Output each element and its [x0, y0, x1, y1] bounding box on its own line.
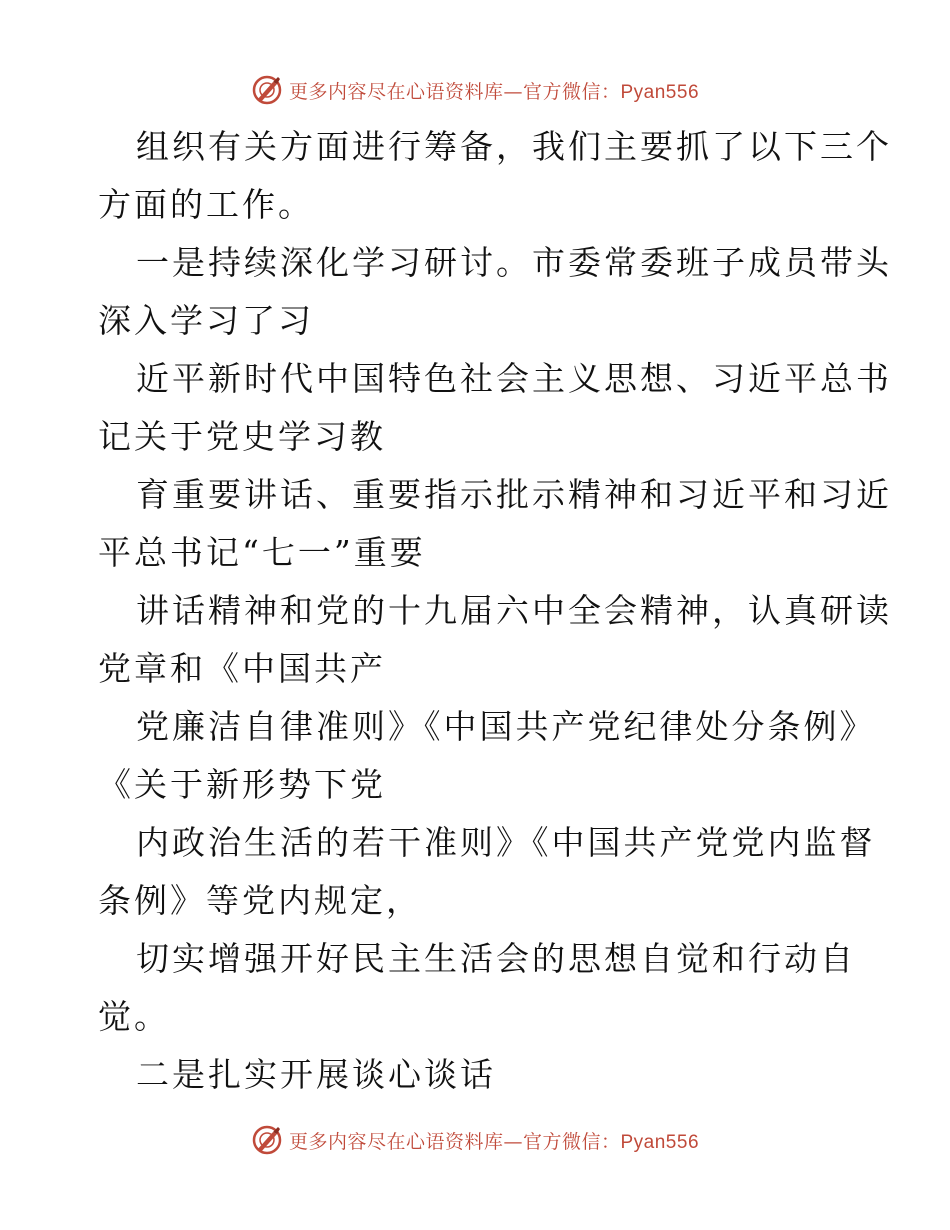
text-line: 深入学习了习 [98, 301, 314, 340]
text-line: 内政治生活的若干准则》《中国共产党党内监督 [136, 823, 876, 862]
watermark-id: Pyan556 [620, 81, 700, 103]
text-line: 条例》等党内规定， [98, 881, 422, 920]
text-line: 近平新时代中国特色社会主义思想、习近平总书 [136, 359, 892, 398]
pen-logo-icon [251, 1124, 283, 1156]
watermark-header [0, 70, 950, 110]
text-line: 平总书记“七一”重要 [98, 533, 426, 572]
text-line: 组织有关方面进行筹备，我们主要抓了以下三个 [136, 127, 892, 166]
text-line: 记关于党史学习教 [98, 417, 386, 456]
watermark-id: Pyan556 [620, 1131, 700, 1153]
text-line: 党廉洁自律准则》《中国共产党纪律处分条例》 [136, 707, 876, 746]
watermark-text: 更多内容尽在心语资料库—官方微信：Pyan556 [288, 1130, 700, 1153]
watermark-footer [0, 1120, 950, 1160]
text-line: 二是扎实开展谈心谈话 [136, 1055, 496, 1094]
text-line: 方面的工作。 [98, 185, 314, 224]
document-body [98, 118, 892, 1104]
text-line: 切实增强开好民主生活会的思想自觉和行动自 [136, 939, 856, 978]
text-line: 觉。 [98, 997, 170, 1036]
text-line: 党章和《中国共产 [98, 649, 386, 688]
text-line: 一是持续深化学习研讨。市委常委班子成员带头 [136, 243, 892, 282]
text-line: 讲话精神和党的十九届六中全会精神，认真研读 [136, 591, 892, 630]
pen-logo-icon [251, 74, 283, 106]
watermark-text: 更多内容尽在心语资料库—官方微信：Pyan556 [288, 80, 700, 103]
text-line: 育重要讲话、重要指示批示精神和习近平和习近 [136, 475, 892, 514]
text-line: 《关于新形势下党 [98, 765, 386, 804]
